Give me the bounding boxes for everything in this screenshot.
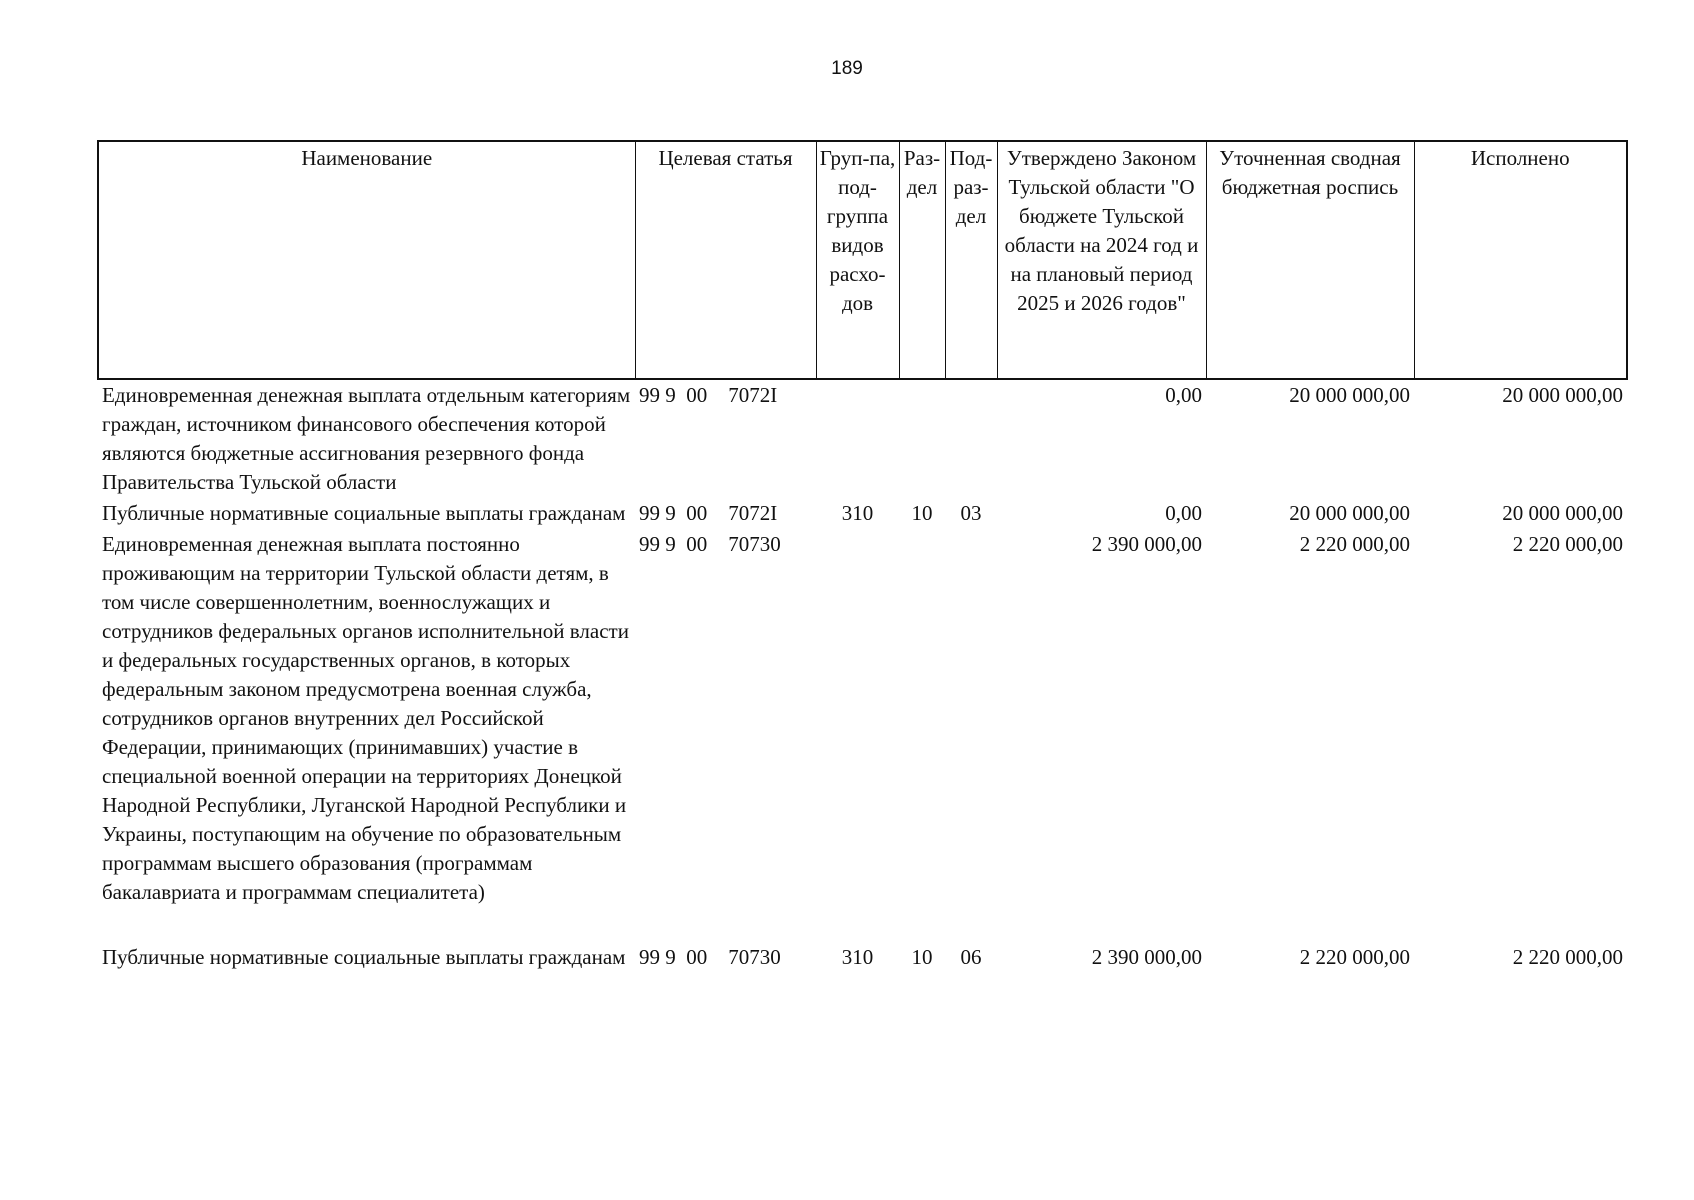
row-revised: 20 000 000,00 (1289, 383, 1410, 407)
budget-table (97, 140, 1628, 973)
header-subsection: Под-раз-дел (945, 141, 997, 379)
header-group: Груп-па, под-группа видов расхо-дов (816, 141, 899, 379)
row-subsection (945, 529, 997, 942)
header-name: Наименование (98, 141, 635, 379)
row-target: 99 9 00 70730 (639, 945, 781, 969)
header-executed: Исполнено (1414, 141, 1627, 379)
row-name: Единовременная денежная выплата отдельным категориям граждан, источником финансового обеспечения которой являются бюджетные ассигнования резервного фонда Правительства Тульской области (102, 383, 631, 494)
table-row (98, 529, 1627, 942)
row-approved: 0,00 (1165, 383, 1202, 407)
row-subsection: 03 (960, 501, 982, 525)
row-approved: 0,00 (1165, 501, 1202, 525)
row-name: Публичные нормативные социальные выплаты гражданам (102, 945, 626, 969)
row-executed: 20 000 000,00 (1502, 383, 1623, 407)
row-section: 10 (911, 945, 933, 969)
row-group: 310 (841, 501, 874, 525)
row-target: 99 9 00 7072I (639, 501, 778, 525)
row-group: 310 (841, 945, 874, 969)
row-section (899, 379, 945, 498)
table-row (98, 942, 1627, 973)
row-revised: 2 220 000,00 (1299, 532, 1410, 556)
header-approved: Утверждено Законом Тульской области "О бюджете Тульской области на 2024 год и на плановый период 2025 и 2026 годов" (997, 141, 1206, 379)
row-revised: 20 000 000,00 (1289, 501, 1410, 525)
row-target: 99 9 00 70730 (639, 532, 781, 556)
table-body (98, 379, 1627, 973)
header-target: Целевая статья (635, 141, 816, 379)
row-approved: 2 390 000,00 (1091, 532, 1202, 556)
row-executed: 20 000 000,00 (1502, 501, 1623, 525)
row-executed: 2 220 000,00 (1512, 532, 1623, 556)
row-revised: 2 220 000,00 (1299, 945, 1410, 969)
table-header (98, 141, 1627, 379)
table-row (98, 498, 1627, 529)
row-subsection: 06 (960, 945, 982, 969)
row-target: 99 9 00 7072I (639, 383, 778, 407)
header-revised: Уточненная сводная бюджетная роспись (1206, 141, 1414, 379)
row-section (899, 529, 945, 942)
row-name: Публичные нормативные социальные выплаты гражданам (102, 501, 626, 525)
row-executed: 2 220 000,00 (1512, 945, 1623, 969)
row-approved: 2 390 000,00 (1091, 945, 1202, 969)
header-section: Раз-дел (899, 141, 945, 379)
row-subsection (945, 379, 997, 498)
table-row (98, 379, 1627, 498)
page-number: 189 (831, 58, 863, 79)
row-name: Единовременная денежная выплата постоянно проживающим на территории Тульской области детям, в том числе совершеннолетним, военнослужащих и сотрудников федеральных органов исполнительной власти и федеральных государственных органов, в которых федеральным законом предусмотрена военная служба, сотрудников органов внутренних дел Российской Федерации, принимающих (принимавших) участие в специальной военной операции на территориях Донецкой Народной Республики, Луганской Народной Республики и Украины, поступающим на обучение по образовательным программам высшего образования (программам бакалавриата и программам специалитета) (102, 532, 629, 904)
row-group (816, 529, 899, 942)
row-section: 10 (911, 501, 933, 525)
row-group (816, 379, 899, 498)
